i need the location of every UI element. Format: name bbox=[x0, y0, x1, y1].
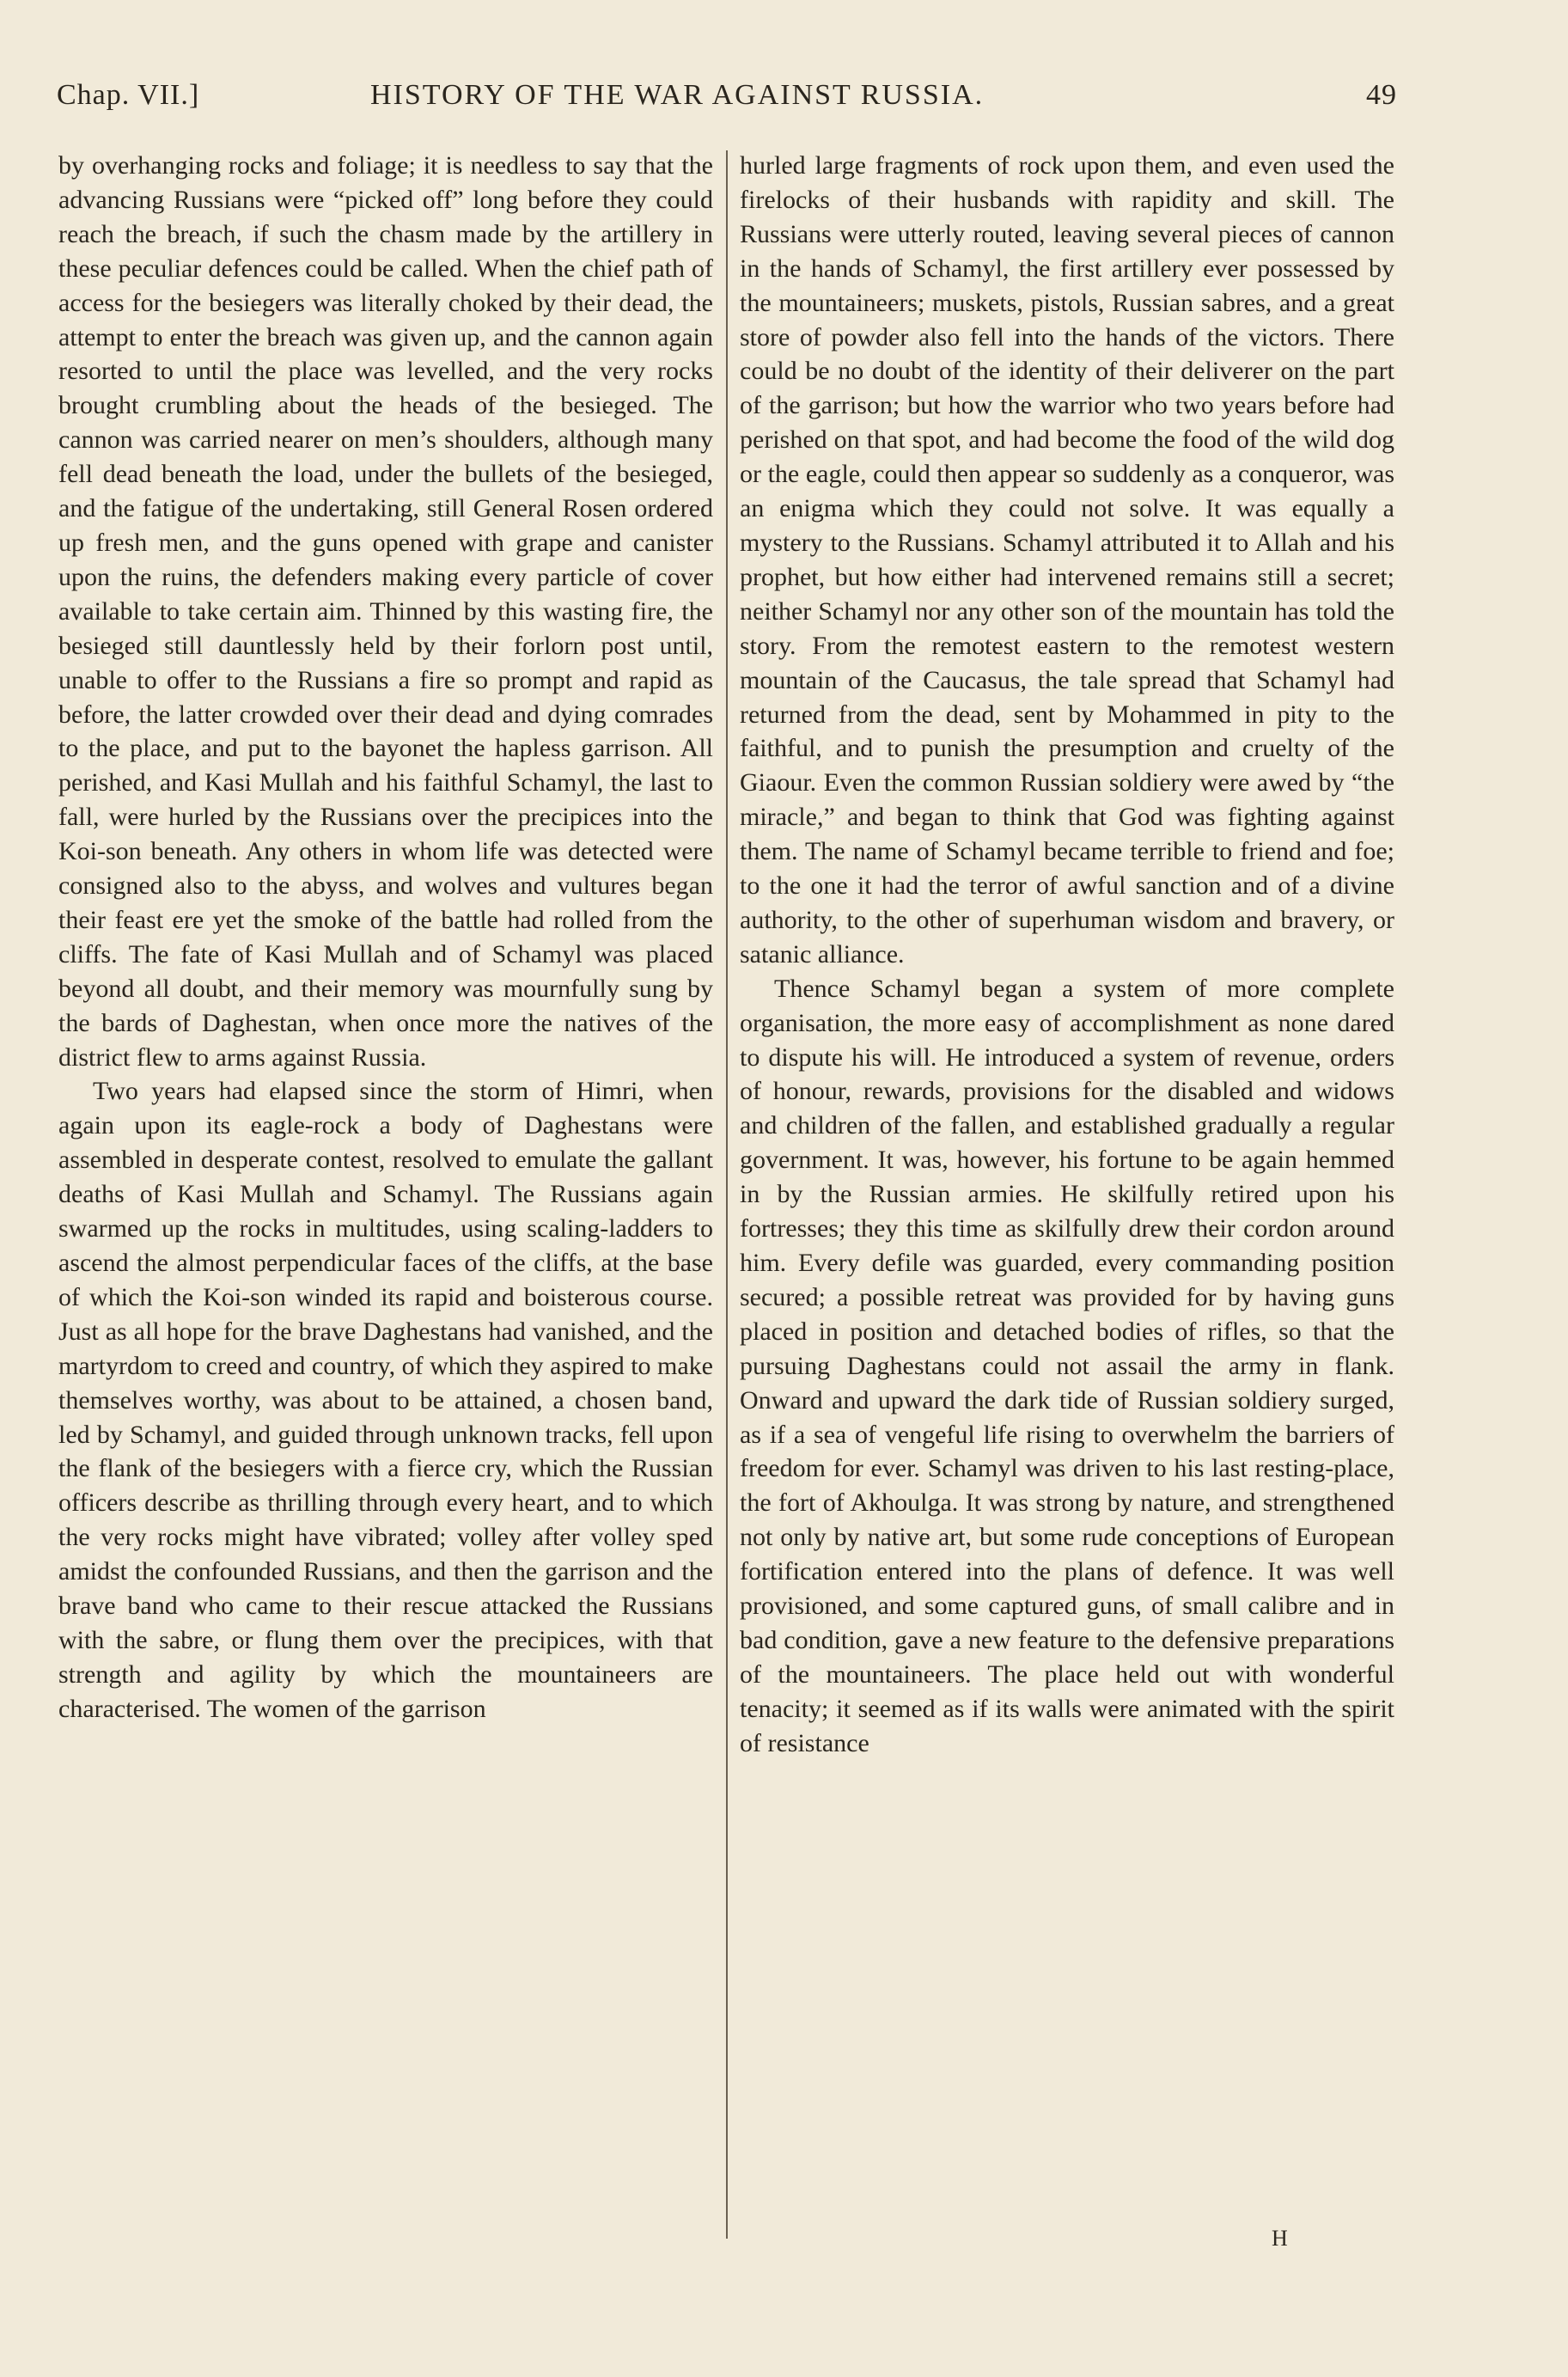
chapter-label: Chap. VII.] bbox=[57, 79, 200, 111]
left-paragraph-1: by overhanging rocks and foliage; it is needless to say that the advancing Russians were “picked off” long before they could reach the breach, if such the chasm made by the artillery in these peculiar defences could be called. When the chief path of access for the besiegers was literally choked by their dead, the attempt to enter the breach was given up, and the cannon again resorted to until the place was levelled, and the very rocks brought crumbling about the heads of the besieged. The cannon was carried nearer on men’s shoulders, although many fell dead beneath the load, under the bullets of the besieged, and the fatigue of the undertaking, still General Rosen ordered up fresh men, and the guns opened with grape and canister upon the ruins, the defenders making every particle of cover available to take certain aim. Thinned by this wasting fire, the besieged still dauntlessly held by their forlorn post until, unable to offer to the Russians a fire so prompt and rapid as before, the latter crowded over their dead and dying comrades to the place, and put to the bayonet the hapless garrison. All perished, and Kasi Mullah and his faithful Schamyl, the last to fall, were hurled by the Russians over the precipices into the Koi-son beneath. Any others in whom life was detected were consigned also to the abyss, and wolves and vultures began their feast ere yet the smoke of the battle had rolled from the cliffs. The fate of Kasi Mullah and of Schamyl was placed beyond all doubt, and their memory was mournfully sung by the bards of Daghestan, when once more the natives of the district flew to arms against Russia. bbox=[58, 151, 713, 1072]
page-number: 49 bbox=[1366, 79, 1397, 111]
running-title: HISTORY OF THE WAR AGAINST RUSSIA. bbox=[370, 79, 985, 111]
right-paragraph-1: hurled large fragments of rock upon them, and even used the firelocks of their husbands with rapidity and skill. The Russians were utterly routed, leaving several pieces of cannon in the hands of Schamyl, the first artillery ever possessed by the mountaineers; muskets, pistols, Russian sabres, and a great store of powder also fell into the hands of the victors. There could be no doubt of the identity of their deliverer on the part of the garrison; but how the warrior who two years before had perished on that spot, and had become the food of the wild dog or the eagle, could then appear so suddenly as a conqueror, was an enigma which they could not solve. It was equally a mystery to the Russians. Schamyl attributed it to Allah and his prophet, but how either had intervened remains still a secret; neither Schamyl nor any other son of the mountain has told the story. From the remotest eastern to the remotest western mountain of the Caucasus, the tale spread that Schamyl had returned from the dead, sent by Mohammed in pity to the faithful, and to punish the presumption and cruelty of the Giaour. Even the common Russian soldiery were awed by “the miracle,” and began to think that God was fighting against them. The name of Schamyl became terrible to friend and foe; to the one it had the terror of awful sanction and of a divine authority, to the other of superhuman wisdom and bravery, or satanic alliance. bbox=[740, 151, 1394, 969]
column-divider bbox=[726, 150, 728, 2239]
left-column bbox=[58, 149, 713, 1726]
signature-mark: H bbox=[1272, 2226, 1289, 2251]
left-paragraph-2: Two years had elapsed since the storm of Himri, when again upon its eagle-rock a body of Daghestans were assembled in desperate contest, resolved to emulate the gallant deaths of Kasi Mullah and Schamyl. The Russians again swarmed up the rocks in multitudes, using scaling-ladders to ascend the almost perpendicular faces of the cliffs, at the base of which the Koi-son winded its rapid and boisterous course. Just as all hope for the brave Daghestans had vanished, and the martyrdom to creed and country, of which they aspired to make themselves worthy, was about to be attained, a chosen band, led by Schamyl, and guided through unknown tracks, fell upon the flank of the besiegers with a fierce cry, which the Russian officers describe as thrilling through every heart, and to which the very rocks might have vibrated; volley after volley sped amidst the confounded Russians, and then the garrison and the brave band who came to their rescue attacked the Russians with the sabre, or flung them over the precipices, with that strength and agility by which the mountaineers are characterised. The women of the garrison bbox=[58, 1077, 713, 1723]
right-column bbox=[740, 149, 1394, 1761]
running-header bbox=[57, 79, 1397, 122]
right-paragraph-2: Thence Schamyl began a system of more complete organisation, the more easy of accomplishment as none dared to dispute his will. He introduced a system of revenue, orders of honour, rewards, provisions for the disabled and widows and children of the fallen, and established gradually a regular government. It was, however, his fortune to be again hemmed in by the Russian armies. He skilfully retired upon his fortresses; they this time as skilfully drew their cordon around him. Every defile was guarded, every commanding position secured; a possible retreat was provided for by having guns placed in position and detached bodies of rifles, so that the pursuing Daghestans could not assail the army in flank. Onward and upward the dark tide of Russian soldiery surged, as if a sea of vengeful life rising to overwhelm the barriers of freedom for ever. Schamyl was driven to his last resting-place, the fort of Akhoulga. It was strong by nature, and strengthened not only by native art, but some rude conceptions of European fortification entered into the plans of defence. It was well provisioned, and some captured guns, of small calibre and in bad condition, gave a new feature to the defensive preparations of the mountaineers. The place held out with wonderful tenacity; it seemed as if its walls were animated with the spirit of resistance bbox=[740, 974, 1394, 1757]
